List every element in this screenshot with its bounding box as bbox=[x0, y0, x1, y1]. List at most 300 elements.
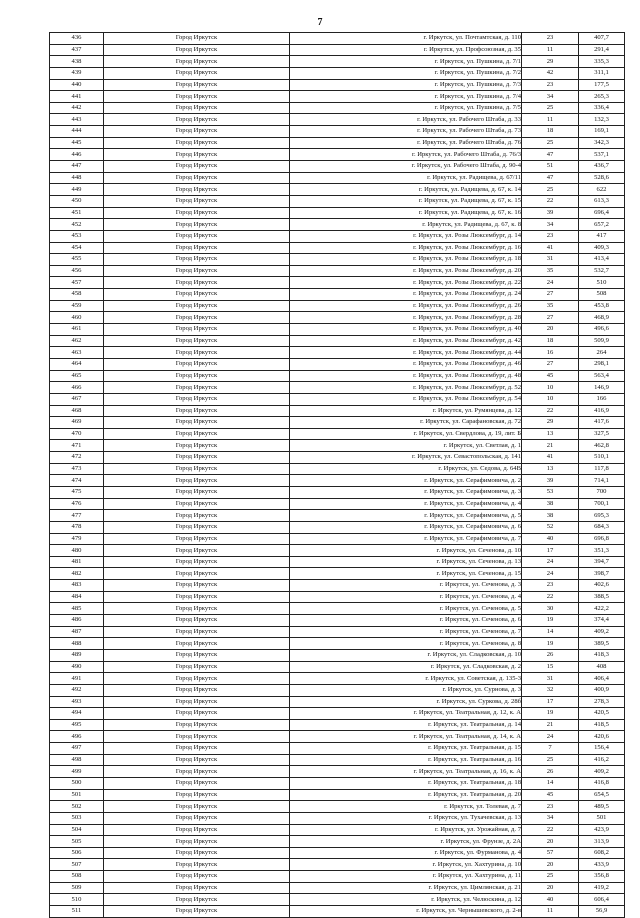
row-number-cell: 449 bbox=[50, 184, 104, 196]
area-cell: 356,8 bbox=[579, 871, 625, 883]
municipality-cell: Город Иркутск bbox=[104, 812, 290, 824]
count-cell: 23 bbox=[522, 79, 579, 91]
count-cell: 41 bbox=[522, 452, 579, 464]
table-row bbox=[50, 207, 625, 219]
row-number-cell: 460 bbox=[50, 312, 104, 324]
count-cell: 51 bbox=[522, 161, 579, 173]
table-row bbox=[50, 289, 625, 301]
address-cell: г. Иркутск, ул. Почтамтская, д. 110 bbox=[290, 33, 522, 45]
count-cell: 35 bbox=[522, 300, 579, 312]
row-number-cell: 504 bbox=[50, 824, 104, 836]
municipality-cell: Город Иркутск bbox=[104, 33, 290, 45]
table-row bbox=[50, 324, 625, 336]
address-cell: г. Иркутск, ул. Розы Люксембург, д. 24 bbox=[290, 289, 522, 301]
municipality-cell: Город Иркутск bbox=[104, 347, 290, 359]
municipality-cell: Город Иркутск bbox=[104, 801, 290, 813]
area-cell: 654,5 bbox=[579, 789, 625, 801]
area-cell: 374,4 bbox=[579, 615, 625, 627]
count-cell: 13 bbox=[522, 428, 579, 440]
count-cell: 25 bbox=[522, 871, 579, 883]
row-number-cell: 437 bbox=[50, 44, 104, 56]
area-cell: 419,2 bbox=[579, 882, 625, 894]
area-cell: 657,2 bbox=[579, 219, 625, 231]
row-number-cell: 440 bbox=[50, 79, 104, 91]
area-cell: 146,9 bbox=[579, 382, 625, 394]
count-cell: 24 bbox=[522, 277, 579, 289]
row-number-cell: 466 bbox=[50, 382, 104, 394]
area-cell: 409,2 bbox=[579, 766, 625, 778]
area-cell: 264 bbox=[579, 347, 625, 359]
table-row bbox=[50, 766, 625, 778]
area-cell: 684,3 bbox=[579, 521, 625, 533]
table-row bbox=[50, 254, 625, 266]
address-cell: г. Иркутск, ул. Серафимовича, д. 7 bbox=[290, 533, 522, 545]
row-number-cell: 507 bbox=[50, 859, 104, 871]
municipality-cell: Город Иркутск bbox=[104, 836, 290, 848]
municipality-cell: Город Иркутск bbox=[104, 452, 290, 464]
table-row bbox=[50, 696, 625, 708]
count-cell: 18 bbox=[522, 126, 579, 138]
count-cell: 21 bbox=[522, 719, 579, 731]
municipality-cell: Город Иркутск bbox=[104, 580, 290, 592]
row-number-cell: 463 bbox=[50, 347, 104, 359]
table-row bbox=[50, 67, 625, 79]
row-number-cell: 465 bbox=[50, 370, 104, 382]
municipality-cell: Город Иркутск bbox=[104, 230, 290, 242]
count-cell: 16 bbox=[522, 347, 579, 359]
municipality-cell: Город Иркутск bbox=[104, 754, 290, 766]
municipality-cell: Город Иркутск bbox=[104, 894, 290, 906]
table-row bbox=[50, 638, 625, 650]
address-cell: г. Иркутск, ул. Рабочего Штаба, д. 73 bbox=[290, 126, 522, 138]
row-number-cell: 448 bbox=[50, 172, 104, 184]
area-cell: 406,4 bbox=[579, 673, 625, 685]
municipality-cell: Город Иркутск bbox=[104, 498, 290, 510]
row-number-cell: 467 bbox=[50, 393, 104, 405]
municipality-cell: Город Иркутск bbox=[104, 673, 290, 685]
municipality-cell: Город Иркутск bbox=[104, 568, 290, 580]
count-cell: 23 bbox=[522, 580, 579, 592]
row-number-cell: 450 bbox=[50, 195, 104, 207]
area-cell: 462,8 bbox=[579, 440, 625, 452]
area-cell: 714,1 bbox=[579, 475, 625, 487]
address-cell: г. Иркутск, ул. Сеченова, д. 15 bbox=[290, 568, 522, 580]
municipality-cell: Город Иркутск bbox=[104, 184, 290, 196]
row-number-cell: 457 bbox=[50, 277, 104, 289]
count-cell: 10 bbox=[522, 393, 579, 405]
table-row bbox=[50, 719, 625, 731]
count-cell: 47 bbox=[522, 172, 579, 184]
address-cell: г. Иркутск, ул. Сеченова, д. 3 bbox=[290, 580, 522, 592]
count-cell: 22 bbox=[522, 405, 579, 417]
address-cell: г. Иркутск, ул. Пушкина, д. 7/3 bbox=[290, 79, 522, 91]
row-number-cell: 502 bbox=[50, 801, 104, 813]
address-cell: г. Иркутск, ул. Серафимовича, д. 2 bbox=[290, 475, 522, 487]
count-cell: 27 bbox=[522, 289, 579, 301]
municipality-cell: Город Иркутск bbox=[104, 79, 290, 91]
count-cell: 24 bbox=[522, 556, 579, 568]
count-cell: 25 bbox=[522, 754, 579, 766]
area-cell: 56,9 bbox=[579, 906, 625, 918]
table-row bbox=[50, 824, 625, 836]
address-cell: г. Иркутск, ул. Театральная, д. 16 bbox=[290, 754, 522, 766]
count-cell: 11 bbox=[522, 114, 579, 126]
area-cell: 532,7 bbox=[579, 265, 625, 277]
municipality-cell: Город Иркутск bbox=[104, 591, 290, 603]
count-cell: 31 bbox=[522, 673, 579, 685]
count-cell: 13 bbox=[522, 463, 579, 475]
address-cell: г. Иркутск, ул. Радищева, д. 67, к. 15 bbox=[290, 195, 522, 207]
address-cell: г. Иркутск, ул. Профсоюзная, д. 35 bbox=[290, 44, 522, 56]
municipality-cell: Город Иркутск bbox=[104, 428, 290, 440]
table-row bbox=[50, 510, 625, 522]
count-cell: 38 bbox=[522, 510, 579, 522]
table-row bbox=[50, 871, 625, 883]
area-cell: 418,5 bbox=[579, 719, 625, 731]
count-cell: 52 bbox=[522, 521, 579, 533]
count-cell: 53 bbox=[522, 486, 579, 498]
municipality-cell: Город Иркутск bbox=[104, 324, 290, 336]
address-cell: г. Иркутск, ул. Серафимовича, д. 3 bbox=[290, 486, 522, 498]
address-cell: г. Иркутск, ул. Сурнова, д. 3 bbox=[290, 684, 522, 696]
count-cell: 19 bbox=[522, 708, 579, 720]
municipality-cell: Город Иркутск bbox=[104, 114, 290, 126]
count-cell: 14 bbox=[522, 626, 579, 638]
table-row bbox=[50, 312, 625, 324]
area-cell: 400,9 bbox=[579, 684, 625, 696]
row-number-cell: 445 bbox=[50, 137, 104, 149]
table-row bbox=[50, 545, 625, 557]
area-cell: 453,8 bbox=[579, 300, 625, 312]
count-cell: 20 bbox=[522, 324, 579, 336]
area-cell: 388,5 bbox=[579, 591, 625, 603]
table-row bbox=[50, 44, 625, 56]
row-number-cell: 491 bbox=[50, 673, 104, 685]
count-cell: 25 bbox=[522, 184, 579, 196]
address-cell: г. Иркутск, ул. Чернышевского, д. 2-в bbox=[290, 906, 522, 918]
area-cell: 496,6 bbox=[579, 324, 625, 336]
table-row bbox=[50, 859, 625, 871]
area-cell: 311,1 bbox=[579, 67, 625, 79]
municipality-cell: Город Иркутск bbox=[104, 824, 290, 836]
area-cell: 696,8 bbox=[579, 533, 625, 545]
municipality-cell: Город Иркутск bbox=[104, 161, 290, 173]
count-cell: 22 bbox=[522, 824, 579, 836]
municipality-cell: Город Иркутск bbox=[104, 661, 290, 673]
municipality-cell: Город Иркутск bbox=[104, 684, 290, 696]
area-cell: 416,8 bbox=[579, 778, 625, 790]
count-cell: 29 bbox=[522, 56, 579, 68]
address-cell: г. Иркутск, ул. Сеченова, д. 5 bbox=[290, 603, 522, 615]
area-cell: 696,4 bbox=[579, 207, 625, 219]
address-cell: г. Иркутск, ул. Розы Люксембург, д. 28 bbox=[290, 312, 522, 324]
municipality-cell: Город Иркутск bbox=[104, 242, 290, 254]
area-cell: 417 bbox=[579, 230, 625, 242]
table-row bbox=[50, 161, 625, 173]
row-number-cell: 510 bbox=[50, 894, 104, 906]
count-cell: 35 bbox=[522, 265, 579, 277]
count-cell: 34 bbox=[522, 812, 579, 824]
table-row bbox=[50, 91, 625, 103]
address-cell: г. Иркутск, ул. Радищева, д. 67, к. 8 bbox=[290, 219, 522, 231]
table-row bbox=[50, 137, 625, 149]
area-cell: 563,4 bbox=[579, 370, 625, 382]
municipality-cell: Город Иркутск bbox=[104, 521, 290, 533]
table-row bbox=[50, 184, 625, 196]
address-cell: г. Иркутск, ул. Серафимовича, д. 6 bbox=[290, 521, 522, 533]
area-cell: 327,5 bbox=[579, 428, 625, 440]
count-cell: 19 bbox=[522, 638, 579, 650]
municipality-cell: Город Иркутск bbox=[104, 56, 290, 68]
address-cell: г. Иркутск, ул. Рабочего Штаба, д. 90-4 bbox=[290, 161, 522, 173]
address-cell: г. Иркутск, ул. Розы Люксембург, д. 52 bbox=[290, 382, 522, 394]
municipality-cell: Город Иркутск bbox=[104, 789, 290, 801]
address-cell: г. Иркутск, ул. Хахтурина, д. 10 bbox=[290, 859, 522, 871]
row-number-cell: 494 bbox=[50, 708, 104, 720]
row-number-cell: 436 bbox=[50, 33, 104, 45]
table-row bbox=[50, 603, 625, 615]
municipality-cell: Город Иркутск bbox=[104, 603, 290, 615]
address-cell: г. Иркутск, ул. Розы Люксембург, д. 42 bbox=[290, 335, 522, 347]
table-row bbox=[50, 335, 625, 347]
area-cell: 433,9 bbox=[579, 859, 625, 871]
address-cell: г. Иркутск, ул. Театральная, д. 20 bbox=[290, 789, 522, 801]
area-cell: 342,3 bbox=[579, 137, 625, 149]
row-number-cell: 505 bbox=[50, 836, 104, 848]
area-cell: 408 bbox=[579, 661, 625, 673]
municipality-cell: Город Иркутск bbox=[104, 510, 290, 522]
count-cell: 17 bbox=[522, 696, 579, 708]
address-cell: г. Иркутск, ул. Серафимовича, д. 4 bbox=[290, 498, 522, 510]
address-cell: г. Иркутск, ул. Светлая, д. 1 bbox=[290, 440, 522, 452]
table-body bbox=[50, 33, 625, 918]
count-cell: 24 bbox=[522, 731, 579, 743]
count-cell: 31 bbox=[522, 254, 579, 266]
count-cell: 23 bbox=[522, 230, 579, 242]
address-cell: г. Иркутск, ул. Розы Люксембург, д. 48 bbox=[290, 370, 522, 382]
municipality-cell: Город Иркутск bbox=[104, 91, 290, 103]
housing-registry-table bbox=[49, 32, 625, 918]
count-cell: 27 bbox=[522, 312, 579, 324]
table-row bbox=[50, 812, 625, 824]
row-number-cell: 497 bbox=[50, 743, 104, 755]
count-cell: 7 bbox=[522, 743, 579, 755]
municipality-cell: Город Иркутск bbox=[104, 871, 290, 883]
municipality-cell: Город Иркутск bbox=[104, 440, 290, 452]
municipality-cell: Город Иркутск bbox=[104, 289, 290, 301]
municipality-cell: Город Иркутск bbox=[104, 708, 290, 720]
municipality-cell: Город Иркутск bbox=[104, 137, 290, 149]
table-row bbox=[50, 521, 625, 533]
table-row bbox=[50, 708, 625, 720]
count-cell: 39 bbox=[522, 475, 579, 487]
table-row bbox=[50, 405, 625, 417]
municipality-cell: Город Иркутск bbox=[104, 265, 290, 277]
address-cell: г. Иркутск, ул. Розы Люксембург, д. 18 bbox=[290, 254, 522, 266]
address-cell: г. Иркутск, ул. Толевая, д. 7 bbox=[290, 801, 522, 813]
address-cell: г. Иркутск, ул. Пушкина, д. 7/1 bbox=[290, 56, 522, 68]
address-cell: г. Иркутск, ул. Фрунзе, д. 2А bbox=[290, 836, 522, 848]
row-number-cell: 468 bbox=[50, 405, 104, 417]
row-number-cell: 444 bbox=[50, 126, 104, 138]
area-cell: 510 bbox=[579, 277, 625, 289]
row-number-cell: 482 bbox=[50, 568, 104, 580]
area-cell: 335,3 bbox=[579, 56, 625, 68]
area-cell: 278,3 bbox=[579, 696, 625, 708]
address-cell: г. Иркутск, ул. Румянцева, д. 12 bbox=[290, 405, 522, 417]
municipality-cell: Город Иркутск bbox=[104, 626, 290, 638]
table-row bbox=[50, 347, 625, 359]
area-cell: 489,5 bbox=[579, 801, 625, 813]
area-cell: 409,2 bbox=[579, 626, 625, 638]
row-number-cell: 509 bbox=[50, 882, 104, 894]
count-cell: 26 bbox=[522, 649, 579, 661]
table-row bbox=[50, 428, 625, 440]
table-row bbox=[50, 417, 625, 429]
address-cell: г. Иркутск, ул. Розы Люксембург, д. 46 bbox=[290, 358, 522, 370]
count-cell: 40 bbox=[522, 533, 579, 545]
area-cell: 613,3 bbox=[579, 195, 625, 207]
address-cell: г. Иркутск, ул. Театральная, д. 15 bbox=[290, 743, 522, 755]
row-number-cell: 473 bbox=[50, 463, 104, 475]
area-cell: 394,7 bbox=[579, 556, 625, 568]
row-number-cell: 479 bbox=[50, 533, 104, 545]
count-cell: 24 bbox=[522, 568, 579, 580]
count-cell: 20 bbox=[522, 882, 579, 894]
area-cell: 169,1 bbox=[579, 126, 625, 138]
table-row bbox=[50, 242, 625, 254]
area-cell: 402,6 bbox=[579, 580, 625, 592]
count-cell: 42 bbox=[522, 67, 579, 79]
area-cell: 156,4 bbox=[579, 743, 625, 755]
area-cell: 695,3 bbox=[579, 510, 625, 522]
table-row bbox=[50, 580, 625, 592]
count-cell: 22 bbox=[522, 591, 579, 603]
area-cell: 409,3 bbox=[579, 242, 625, 254]
count-cell: 32 bbox=[522, 684, 579, 696]
area-cell: 166 bbox=[579, 393, 625, 405]
row-number-cell: 488 bbox=[50, 638, 104, 650]
count-cell: 23 bbox=[522, 801, 579, 813]
table-row bbox=[50, 754, 625, 766]
table-row bbox=[50, 463, 625, 475]
page-number: 7 bbox=[317, 17, 323, 28]
address-cell: г. Иркутск, ул. Театральная, д. 18 bbox=[290, 778, 522, 790]
address-cell: г. Иркутск, ул. Сеченова, д. 4 bbox=[290, 591, 522, 603]
municipality-cell: Город Иркутск bbox=[104, 172, 290, 184]
municipality-cell: Город Иркутск bbox=[104, 149, 290, 161]
row-number-cell: 475 bbox=[50, 486, 104, 498]
count-cell: 27 bbox=[522, 358, 579, 370]
municipality-cell: Город Иркутск bbox=[104, 219, 290, 231]
row-number-cell: 483 bbox=[50, 580, 104, 592]
address-cell: г. Иркутск, ул. Пушкина, д. 7/5 bbox=[290, 102, 522, 114]
municipality-cell: Город Иркутск bbox=[104, 696, 290, 708]
municipality-cell: Город Иркутск bbox=[104, 254, 290, 266]
municipality-cell: Город Иркутск bbox=[104, 766, 290, 778]
row-number-cell: 495 bbox=[50, 719, 104, 731]
row-number-cell: 462 bbox=[50, 335, 104, 347]
address-cell: г. Иркутск, ул. Советская, д. 135-3 bbox=[290, 673, 522, 685]
row-number-cell: 454 bbox=[50, 242, 104, 254]
area-cell: 700 bbox=[579, 486, 625, 498]
table-row bbox=[50, 393, 625, 405]
address-cell: г. Иркутск, ул. Театральная, д. 14 bbox=[290, 719, 522, 731]
municipality-cell: Город Иркутск bbox=[104, 906, 290, 918]
area-cell: 422,2 bbox=[579, 603, 625, 615]
address-cell: г. Иркутск, ул. Суркова, д. 28б bbox=[290, 696, 522, 708]
area-cell: 420,5 bbox=[579, 708, 625, 720]
area-cell: 423,9 bbox=[579, 824, 625, 836]
table-row bbox=[50, 778, 625, 790]
municipality-cell: Город Иркутск bbox=[104, 393, 290, 405]
table-row bbox=[50, 195, 625, 207]
row-number-cell: 490 bbox=[50, 661, 104, 673]
table-row bbox=[50, 358, 625, 370]
address-cell: г. Иркутск, ул. Сарафановская, д. 72 bbox=[290, 417, 522, 429]
area-cell: 417,6 bbox=[579, 417, 625, 429]
table-row bbox=[50, 626, 625, 638]
table-row bbox=[50, 649, 625, 661]
row-number-cell: 493 bbox=[50, 696, 104, 708]
count-cell: 17 bbox=[522, 545, 579, 557]
row-number-cell: 451 bbox=[50, 207, 104, 219]
row-number-cell: 469 bbox=[50, 417, 104, 429]
address-cell: г. Иркутск, ул. Пушкина, д. 7/4 bbox=[290, 91, 522, 103]
row-number-cell: 446 bbox=[50, 149, 104, 161]
municipality-cell: Город Иркутск bbox=[104, 556, 290, 568]
count-cell: 20 bbox=[522, 836, 579, 848]
address-cell: г. Иркутск, ул. Севастопольская, д. 141 bbox=[290, 452, 522, 464]
area-cell: 700,1 bbox=[579, 498, 625, 510]
table-row bbox=[50, 126, 625, 138]
municipality-cell: Город Иркутск bbox=[104, 533, 290, 545]
address-cell: г. Иркутск, ул. Седова, д. 64В bbox=[290, 463, 522, 475]
area-cell: 265,3 bbox=[579, 91, 625, 103]
area-cell: 117,8 bbox=[579, 463, 625, 475]
area-cell: 418,3 bbox=[579, 649, 625, 661]
table-row bbox=[50, 661, 625, 673]
address-cell: г. Иркутск, ул. Урожайная, д. 7 bbox=[290, 824, 522, 836]
area-cell: 336,4 bbox=[579, 102, 625, 114]
row-number-cell: 478 bbox=[50, 521, 104, 533]
row-number-cell: 447 bbox=[50, 161, 104, 173]
municipality-cell: Город Иркутск bbox=[104, 545, 290, 557]
address-cell: г. Иркутск, ул. Розы Люксембург, д. 16 bbox=[290, 242, 522, 254]
municipality-cell: Город Иркутск bbox=[104, 847, 290, 859]
area-cell: 291,4 bbox=[579, 44, 625, 56]
count-cell: 15 bbox=[522, 661, 579, 673]
table-row bbox=[50, 114, 625, 126]
row-number-cell: 456 bbox=[50, 265, 104, 277]
address-cell: г. Иркутск, ул. Розы Люксембург, д. 54 bbox=[290, 393, 522, 405]
table-row bbox=[50, 801, 625, 813]
address-cell: г. Иркутск, ул. Сеченова, д. 7 bbox=[290, 626, 522, 638]
address-cell: г. Иркутск, ул. Розы Люксембург, д. 44 bbox=[290, 347, 522, 359]
table-row bbox=[50, 475, 625, 487]
address-cell: г. Иркутск, ул. Свердлова, д. 19, лит. Б bbox=[290, 428, 522, 440]
table-row bbox=[50, 440, 625, 452]
row-number-cell: 439 bbox=[50, 67, 104, 79]
municipality-cell: Город Иркутск bbox=[104, 370, 290, 382]
municipality-cell: Город Иркутск bbox=[104, 649, 290, 661]
area-cell: 298,1 bbox=[579, 358, 625, 370]
table-row bbox=[50, 568, 625, 580]
area-cell: 313,9 bbox=[579, 836, 625, 848]
row-number-cell: 458 bbox=[50, 289, 104, 301]
table-row bbox=[50, 731, 625, 743]
address-cell: г. Иркутск, ул. Челюскина, д. 12 bbox=[290, 894, 522, 906]
